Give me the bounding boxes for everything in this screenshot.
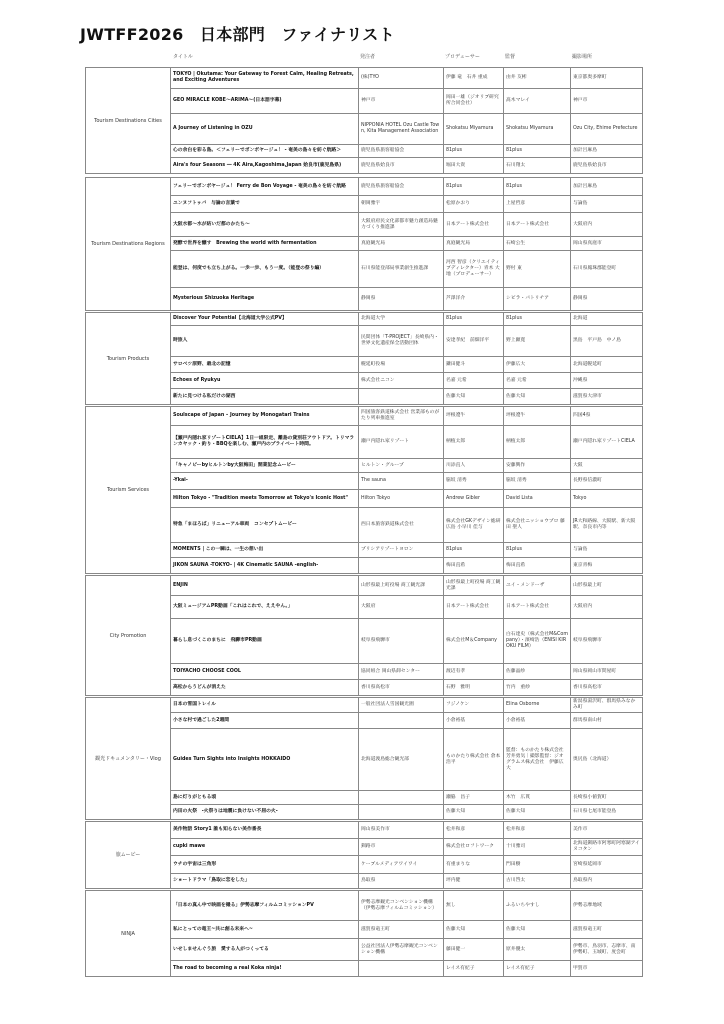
producer-cell: 株式会社M＆Company	[444, 619, 504, 664]
client-cell: 鹿児島県旅客船協会	[359, 178, 444, 196]
title-cell: 大阪水都〜水が紡いだ都のかたち〜	[171, 213, 359, 237]
location-cell: 四国4県	[571, 407, 643, 426]
location-cell: 甲賀市	[571, 961, 643, 977]
producer-cell: フジノケン	[444, 698, 504, 713]
client-cell	[359, 791, 444, 805]
producer-cell: 鎌田健斗	[444, 357, 504, 373]
director-cell: 安藤興作	[504, 459, 571, 473]
title-cell: Echoes of Ryukyu	[171, 373, 359, 389]
director-cell: 野村 東	[504, 251, 571, 288]
document-title: JWTFF2026 日本部門 ファイナリスト	[80, 25, 395, 44]
table-row	[86, 698, 643, 713]
title-cell: ENJIN	[171, 576, 359, 596]
title-cell: 美作物語 Story1 誰も知らない美作番長	[171, 822, 359, 839]
location-cell: 大阪府内	[571, 213, 643, 237]
producer-cell: 渡辺有孝	[444, 664, 504, 680]
location-cell: Tokyo	[571, 490, 643, 508]
director-cell: 古川啓太	[504, 874, 571, 889]
category-cell: 旅ムービー	[86, 822, 171, 889]
client-cell: 釧路市	[359, 839, 444, 856]
producer-cell: 柄植太郎	[444, 426, 504, 459]
location-cell: 岡山県岡山市問屋町	[571, 664, 643, 680]
producer-cell: 河西 智彦（クリエイティブディレクター）青木 大地（プロデューサー）	[444, 251, 504, 288]
client-cell: NIPPONIA HOTEL Ozu Castle Town, Kita Management Association	[359, 114, 444, 145]
title-cell: 日本の雪国トレイル	[171, 698, 359, 713]
title-cell: ウチの宇宙は三角形	[171, 856, 359, 874]
director-cell: 石崎公生	[504, 237, 571, 251]
location-cell: 石川県七尾市能登島	[571, 805, 643, 820]
client-cell: (株)TYO	[359, 68, 444, 89]
director-cell: 坪根遼牛	[504, 407, 571, 426]
title-cell: 心の余白を彩る島。＜フェリーでボンボヤージュ！ - 奄美の島々を紡ぐ航路＞	[171, 145, 359, 158]
producer-cell: Shokatsu Miyamura	[444, 114, 504, 145]
client-cell: 香川県高松市	[359, 680, 444, 696]
section-1	[86, 178, 643, 311]
producer-cell: 堀田大貴	[444, 158, 504, 174]
location-cell: 岐阜県飛騨市	[571, 619, 643, 664]
title-cell: TOKYO | Okutama: Your Gateway to Forest Calm, Healing Retreats, and Exciting Adventures	[171, 68, 359, 89]
director-cell: David Lista	[504, 490, 571, 508]
director-cell: ユイ・メンドーザ	[504, 576, 571, 596]
client-cell: 鹿児島県旅客船協会	[359, 145, 444, 158]
producer-cell: 名嘉 元希	[444, 373, 504, 389]
client-cell: 滋賀県竜王町	[359, 921, 444, 939]
location-cell: 与論島	[571, 543, 643, 558]
client-cell: 山形県最上町役場 商工観光課	[359, 576, 444, 596]
title-cell: 発酵で世界を醸す Brewing the world with fermentation	[171, 237, 359, 251]
location-cell: 伊勢志摩地域	[571, 891, 643, 921]
title-cell: 私にとっての竜王~共に創る未来へ~	[171, 921, 359, 939]
director-cell: 柄植太郎	[504, 426, 571, 459]
client-cell: 伊勢志摩観光コンベンション機構（伊勢志摩フィルムコミッション）	[359, 891, 444, 921]
title-cell: A Journey of Listening in OZU	[171, 114, 359, 145]
location-cell: 加計呂麻島	[571, 178, 643, 196]
client-cell: Hilton Tokyo	[359, 490, 444, 508]
table-row	[86, 822, 643, 839]
client-cell: 静岡県	[359, 288, 444, 311]
producer-cell: 無し	[444, 891, 504, 921]
location-cell: 伊勢市、鳥羽市、志摩市、南伊勢町、玉城町、度会町	[571, 939, 643, 961]
producer-cell: 梅田直希	[444, 558, 504, 574]
client-cell: 大阪府	[359, 596, 444, 619]
producer-cell: 川添直人	[444, 459, 504, 473]
client-cell: 岡山県美作市	[359, 822, 444, 839]
title-cell: 大阪ミュージアムPR動画「これはこれで、ええやん。」	[171, 596, 359, 619]
location-cell: 神戸市	[571, 89, 643, 114]
table-row	[86, 576, 643, 596]
client-cell: 神戸市	[359, 89, 444, 114]
producer-cell: 佐藤大知	[444, 921, 504, 939]
title-cell: 「日本の真ん中で映画を撮る」伊勢志摩フィルムコミッションPV	[171, 891, 359, 921]
client-cell: 協同組合 岡山県卸センター	[359, 664, 444, 680]
category-cell: Tourism Destinations Cities	[86, 68, 171, 174]
location-cell: 北海道	[571, 313, 643, 326]
director-cell: 日本アート株式会社	[504, 596, 571, 619]
producer-cell: 81plus	[444, 313, 504, 326]
director-cell: 松井和彦	[504, 822, 571, 839]
client-cell: 北海道大学	[359, 313, 444, 326]
director-cell: 日本アート株式会社	[504, 213, 571, 237]
producer-cell: 山形県最上町役場 商工観光課	[444, 576, 504, 596]
title-cell: Discover Your Potential【北海道大学公式PV】	[171, 313, 359, 326]
client-cell: 鳥取県	[359, 874, 444, 889]
column-header-title: タイトル	[173, 54, 193, 60]
client-cell	[359, 713, 444, 729]
director-cell: 石川翔太	[504, 158, 571, 174]
title-cell: 内田の火祭 -火祭りは地震に負けない不屈の火-	[171, 805, 359, 820]
producer-cell: 伊藤 竜 石井 重成	[444, 68, 504, 89]
title-cell: Mysterious Shizuoka Heritage	[171, 288, 359, 311]
column-header-client: 発注者	[360, 54, 376, 60]
location-cell: 香川県高松市	[571, 680, 643, 696]
producer-cell: 81plus	[444, 543, 504, 558]
title-cell: GEO MIRACLE KOBE〜ARIMA〜(日本語字幕)	[171, 89, 359, 114]
director-cell: 白石達史（株式会社M&Company）・濱崎浩（ENISI KIROKU FILM）	[504, 619, 571, 664]
table-row	[86, 891, 643, 921]
title-cell: いせしませんぐう旅 愛する人がつくってる	[171, 939, 359, 961]
client-cell: 北海道渡島総合観光部	[359, 729, 444, 791]
director-cell: 小倉裕基	[504, 713, 571, 729]
client-cell: 民間団体「T-PROJECT」長崎県内・世界文化遺産保全活動団体	[359, 326, 444, 357]
producer-cell: 佐藤大知	[444, 805, 504, 820]
location-cell: 北海道幌延町	[571, 357, 643, 373]
category-cell: City Promotion	[86, 576, 171, 696]
producer-cell: 藤田健一	[444, 939, 504, 961]
title-cell: Hilton Tokyo - "Tradition meets Tomorrow at Tokyo's Iconic Host"	[171, 490, 359, 508]
producer-cell: ものかたり株式会社 倉本浩平	[444, 729, 504, 791]
title-cell: フェリーでボンボヤージュ！ Ferry de Bon Voyage - 奄美の島々を紡ぐ航路	[171, 178, 359, 196]
producer-cell: 坪根遼牛	[444, 407, 504, 426]
producer-cell: 松原かおり	[444, 196, 504, 213]
director-cell: 野上顕寛	[504, 326, 571, 357]
client-cell: 株式会社ニコン	[359, 373, 444, 389]
director-cell: 竹内 重紗	[504, 680, 571, 696]
director-cell: 佐藤晶紗	[504, 664, 571, 680]
location-cell: Ozu City, Ehime Prefecture	[571, 114, 643, 145]
title-cell: ユンヌフトゥバ 与論の言葉で	[171, 196, 359, 213]
client-cell: プリシアリゾートヨロン	[359, 543, 444, 558]
title-cell: TOIYACHO CHOOSE COOL	[171, 664, 359, 680]
client-cell: 朝岡雅宇	[359, 196, 444, 213]
category-cell: Tourism Services	[86, 407, 171, 574]
title-cell: Aira's four Seasons ― 4K Aira,Kagoshima,Japan 姶良市(鹿児島県)	[171, 158, 359, 174]
title-cell: 特急「まほろば」リニューアル車両 コンセプトムービー	[171, 508, 359, 543]
client-cell: ケーブルメディアワイワイ	[359, 856, 444, 874]
client-cell: 公益社団法人伊勢志摩観光コンベンション機構	[359, 939, 444, 961]
section-0	[86, 68, 643, 174]
title-cell: Guides Turn Sights into Insights HOKKAIDO	[171, 729, 359, 791]
location-cell: 群馬県南山村	[571, 713, 643, 729]
location-cell: 岡山県真庭市	[571, 237, 643, 251]
location-cell: 瀬戸内隠れ家リゾートCIELA	[571, 426, 643, 459]
director-cell: Shokatsu Miyamura	[504, 114, 571, 145]
producer-cell: 株式会社GKデザイン総研広島 小早川 佳与	[444, 508, 504, 543]
director-cell: ふるいちやすし	[504, 891, 571, 921]
producer-cell: 81plus	[444, 145, 504, 158]
client-cell: 西日本旅客鉄道株式会社	[359, 508, 444, 543]
title-cell: Soulscape of Japan – Journey by Monogatari Trains	[171, 407, 359, 426]
client-cell: 岐阜県飛騨市	[359, 619, 444, 664]
title-cell: 高松からうどんが消えた	[171, 680, 359, 696]
producer-cell: 日本アート株式会社	[444, 596, 504, 619]
producer-cell: 石野 雅明	[444, 680, 504, 696]
producer-cell: 真庭観光局	[444, 237, 504, 251]
location-cell: 鹿児島県姶良市	[571, 158, 643, 174]
title-cell: ショートドラマ「鳥取に恋をした」	[171, 874, 359, 889]
title-cell: 暮らし息づくこのまちに 飛騨市PR動画	[171, 619, 359, 664]
client-cell	[359, 389, 444, 405]
director-cell: Elina Osborne	[504, 698, 571, 713]
location-cell: 鳥取県内	[571, 874, 643, 889]
client-cell	[359, 558, 444, 574]
section-6	[86, 822, 643, 889]
client-cell: ヒルトン・グループ	[359, 459, 444, 473]
location-cell: JR大和路線、大阪駅、新大阪駅、奈良市内等	[571, 508, 643, 543]
client-cell: 大阪府府民文化部都市魅力創造局魅力づくり推進課	[359, 213, 444, 237]
section-3	[86, 407, 643, 574]
location-cell: 山形県最上町	[571, 576, 643, 596]
title-cell: 島に灯りがともる頃	[171, 791, 359, 805]
client-cell: 一般社団法人雪国観光圏	[359, 698, 444, 713]
producer-cell: 坪内健	[444, 874, 504, 889]
producer-cell: 瀬脇 昌子	[444, 791, 504, 805]
director-cell: レイス有紀子	[504, 961, 571, 977]
location-cell: 東京青梅	[571, 558, 643, 574]
client-cell: 石川県能登部局事業創生推進課	[359, 251, 444, 288]
location-cell: 大阪府内	[571, 596, 643, 619]
producer-cell: 佐藤大知	[444, 389, 504, 405]
director-cell: 株式会社ニッショウプロ 藤田 聖人	[504, 508, 571, 543]
director-cell: 十川雅司	[504, 839, 571, 856]
title-cell: -Ykai-	[171, 473, 359, 490]
producer-cell: レイス有紀子	[444, 961, 504, 977]
column-header-director: 監督	[505, 54, 516, 60]
director-cell: 脇坂 清秀	[504, 473, 571, 490]
client-cell: 幌延町役場	[359, 357, 444, 373]
title-cell: 時旅人	[171, 326, 359, 357]
location-cell: 美作市	[571, 822, 643, 839]
location-cell: 沖縄県	[571, 373, 643, 389]
table-row	[86, 178, 643, 196]
title-cell: 小さな村で過ごした2週間	[171, 713, 359, 729]
title-cell: 「キャノピーbyヒルトンby大阪梅田」開業記念ムービー	[171, 459, 359, 473]
column-headers	[85, 53, 642, 63]
category-cell: Tourism Destinations Regions	[86, 178, 171, 311]
client-cell: The sauna	[359, 473, 444, 490]
producer-cell: Andrew Gibler	[444, 490, 504, 508]
director-cell: 監督：ものかたり株式会社 芳井勇気｜撮影監督：ジオグラムス株式会社 伊藤広大	[504, 729, 571, 791]
location-cell: 長野県信濃町	[571, 473, 643, 490]
producer-cell: 小倉裕基	[444, 713, 504, 729]
producer-cell: 松井和彦	[444, 822, 504, 839]
director-cell: 81plus	[504, 313, 571, 326]
director-cell: 名嘉 元希	[504, 373, 571, 389]
section-4	[86, 576, 643, 696]
director-cell: 梅田直希	[504, 558, 571, 574]
director-cell: 木竹 広貫	[504, 791, 571, 805]
table-row	[86, 68, 643, 89]
location-cell: 滋賀県竜王町	[571, 921, 643, 939]
finalist-table	[85, 67, 642, 977]
director-cell: 門田樹	[504, 856, 571, 874]
client-cell: 四国旅客鉄道株式会社 営業部ものがたり列車推進室	[359, 407, 444, 426]
title-cell: The road to becoming a real Koka ninja!	[171, 961, 359, 977]
title-cell: 【瀬戸内隠れ家リゾートCIELA】1日一組限定、離島の貸別荘アウトドア。トリマランカヤック・釣り・BBQを楽しむ、瀬戸内のプライベート時間。	[171, 426, 359, 459]
producer-cell: 芦澤洋介	[444, 288, 504, 311]
director-cell: 原井優太	[504, 939, 571, 961]
location-cell: 加計呂麻島	[571, 145, 643, 158]
location-cell: 宮崎県延岡市	[571, 856, 643, 874]
director-cell: 佐藤大知	[504, 805, 571, 820]
section-5	[86, 698, 643, 820]
producer-cell: 安達孝紀 前畑洋平	[444, 326, 504, 357]
location-cell: 大阪	[571, 459, 643, 473]
producer-cell: 岡田一雄（ジオリブ研究所合同会社）	[444, 89, 504, 114]
title-cell: JIKON SAUNA -TOKYO- | 4K Cinematic SAUNA -english-	[171, 558, 359, 574]
title-cell: cupki mawe	[171, 839, 359, 856]
director-cell: 由井 友彬	[504, 68, 571, 89]
producer-cell: 日本アート株式会社	[444, 213, 504, 237]
location-cell: 滋賀県大津市	[571, 389, 643, 405]
location-cell: 奥尻島（北海道）	[571, 729, 643, 791]
producer-cell: 株式会社ロフトワーク	[444, 839, 504, 856]
client-cell	[359, 961, 444, 977]
client-cell: 瀬戸内隠れ家リゾート	[359, 426, 444, 459]
location-cell: 石川県鳳珠郡能登町	[571, 251, 643, 288]
director-cell: 佐藤大知	[504, 389, 571, 405]
location-cell: 新潟県湯沢町、群馬県みなかみ町	[571, 698, 643, 713]
column-header-location: 撮影場所	[572, 54, 593, 60]
location-cell: 黒島 平戸島 中ノ島	[571, 326, 643, 357]
client-cell	[359, 805, 444, 820]
title-cell: 能登は、何度でも立ち上がる。一歩一歩、もう一度。（能登の祭り編）	[171, 251, 359, 288]
director-cell: シビラ・パトリチア	[504, 288, 571, 311]
director-cell: 伊藤広大	[504, 357, 571, 373]
director-cell: 81plus	[504, 145, 571, 158]
location-cell: 東京都奥多摩町	[571, 68, 643, 89]
title-cell: サロベツ原野、最北の記憶	[171, 357, 359, 373]
producer-cell: 脇坂 清秀	[444, 473, 504, 490]
location-cell: 静岡県	[571, 288, 643, 311]
column-header-producer: プロデューサー	[445, 54, 480, 60]
table-row	[86, 407, 643, 426]
producer-cell: 81plus	[444, 178, 504, 196]
category-cell: NINJA	[86, 891, 171, 977]
location-cell: 北海道釧路市阿寒町阿寒湖アイヌコタン	[571, 839, 643, 856]
category-cell: Tourism Products	[86, 313, 171, 405]
location-cell: 長崎県小値賀町	[571, 791, 643, 805]
director-cell: 佐藤大知	[504, 921, 571, 939]
director-cell: 髙木マレイ	[504, 89, 571, 114]
section-2	[86, 313, 643, 405]
location-cell: 与論島	[571, 196, 643, 213]
client-cell: 鹿児島県姶良市	[359, 158, 444, 174]
client-cell: 真庭観光局	[359, 237, 444, 251]
producer-cell: 有重まりな	[444, 856, 504, 874]
section-7	[86, 891, 643, 977]
director-cell: 81plus	[504, 543, 571, 558]
title-cell: MOMENTS | この一瞬は、一生の想い出	[171, 543, 359, 558]
title-cell: 新たに見つける私だけの湖西	[171, 389, 359, 405]
table-row	[86, 313, 643, 326]
category-cell: 観光ドキュメンタリー・Vlog	[86, 698, 171, 820]
director-cell: 上屋哲彦	[504, 196, 571, 213]
director-cell: 81plus	[504, 178, 571, 196]
